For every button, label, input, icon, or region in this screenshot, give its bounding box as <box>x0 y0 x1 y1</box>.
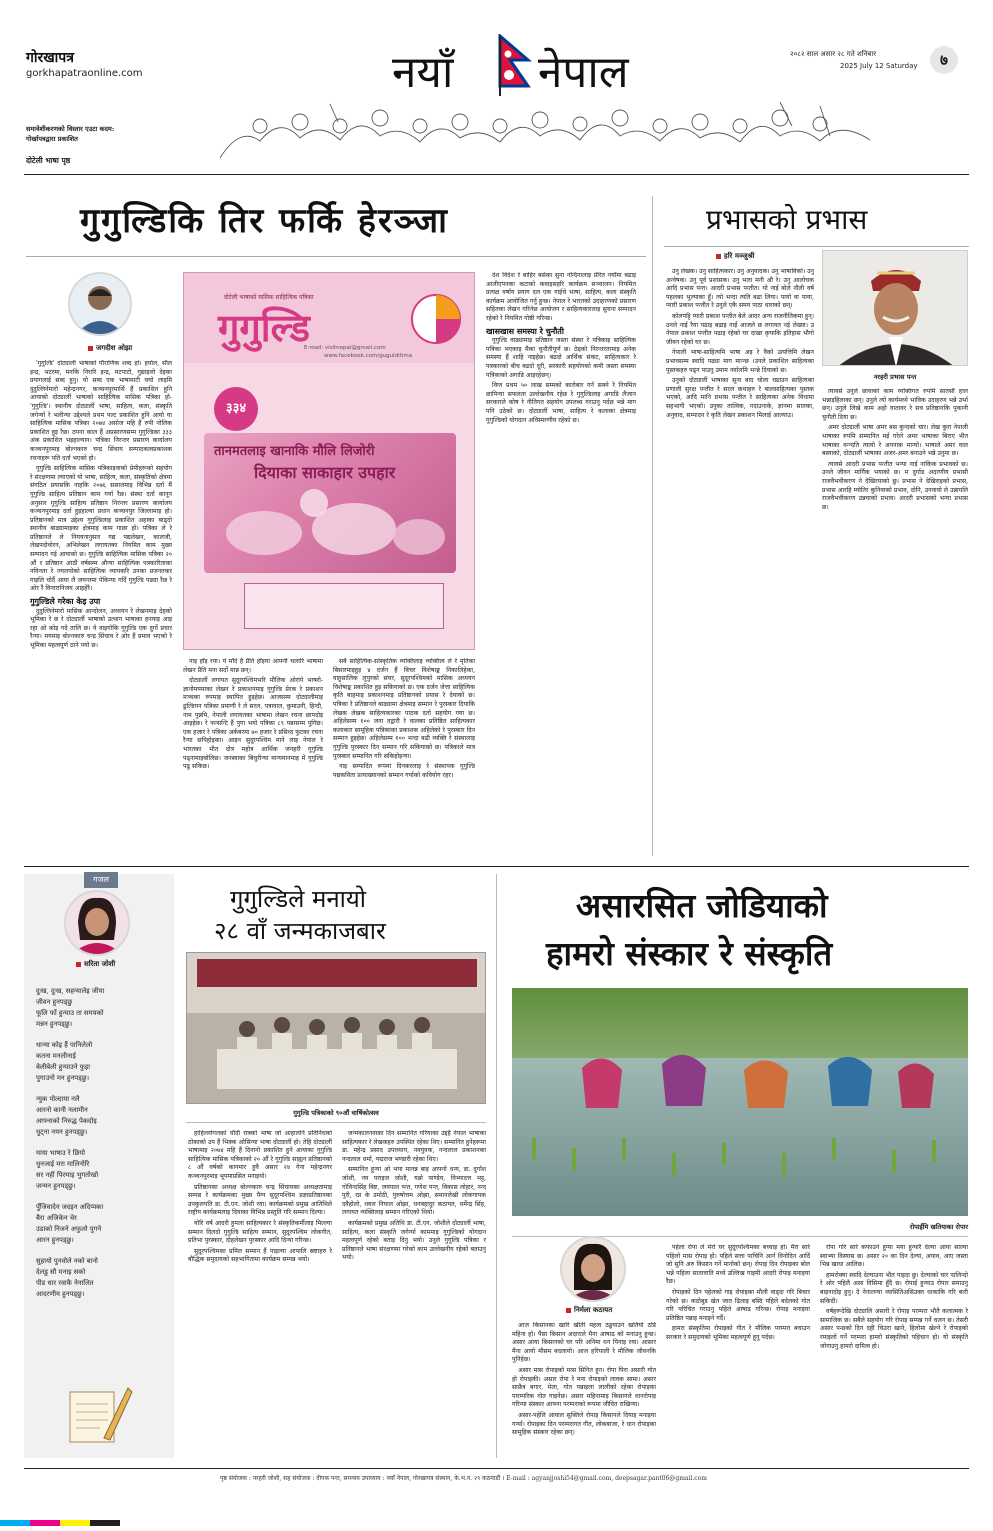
poem-line: आदरणीय हुनपड्छु। <box>36 1290 85 1298</box>
poem-body <box>36 986 166 1310</box>
column-divider <box>496 874 497 1458</box>
paragraph: पहेला रोपा ले मेरो घर सुदूरपश्चिमका बच्चाइ हो। मैरा सार्र पहिलो मास रोपाइ हो। पहिले सत्ता पाचिनि आर्न विनोदिन आर्दि जो सुनि अरु किसान गर्ने मानोको छन्। रोपाइ दिन रोपाइका बोल भन्ने पहिला सातावाति मध्ये उल्लिख गाइमी आदरी रोपाइ मनाइया रैछ। <box>666 1244 810 1286</box>
person-icon <box>66 892 128 954</box>
paragraph: योरि वर्ष आदरी हुमला साहित्यकार रे संस्कृतिकर्मीलाइ मिल्ल्या सम्मान दिलदो गुगुल्डि साहित्य सम्मान, सुदूरपश्चिम लोकगीत, प्रतिभा पुरस्कार, दोहलेखन पुरस्कार आदि दिन्या गरिन्छ। <box>188 1219 332 1245</box>
section-note: दोटेली भाषा पृष्ठ <box>26 156 71 165</box>
asar-caption-rule <box>512 1236 968 1237</box>
tagline-1: समावेशीकरणको विस्तार एउटा कदम: <box>26 125 115 133</box>
poem-line: बैरा अजिकेन चेर <box>36 1214 77 1222</box>
paragraph: सम्मानित हुन्या ओ भया मानन्न बाइ आफ्नो धन्य, डा. दुर्गाश जोशी, नव पराइज जोशी, यन्नो पाण्डेय, विभ्यादत्त भट्ट, गोविन्दसिंह बिष्ट, जयपाल पन्त, गणेश पन्त, विकास लोहार, नन्द पुरी, रप्न के उमोठी, पुरुषोत्तम ओझा, समानलेखी लोकगायक दवैहोलो, धवल नियाल ओझा, धनबहादुर कठायत, धर्मेन्द्र सिंह, लगायत व्यक्तिलाइ सम्मान गरिएको थियो। <box>342 1166 486 1217</box>
column-divider <box>652 196 653 856</box>
byline-marker-icon <box>76 962 81 967</box>
footer-credits: पृष्ठ संयोजक : नरहरी जोशी, सह संयोजक : दीपक पन्त, समन्वय उपाध्याय : नयाँ नेपाल, गोरखापत्र संस्थान, के.भ.न. २९ कठमाडौं । E-mail : agyanjjoshi54@gmail.com, deepsagar.pant06@gmail.com <box>220 1475 707 1482</box>
poem-line: कतना मनलीनाई <box>36 1052 76 1060</box>
poem-line: पुगाउनो मन हुनपड्छु। <box>36 1074 90 1082</box>
prabhas-byline <box>716 252 754 261</box>
poem-line: उडाको निजने अफुलो पुगने <box>36 1225 102 1233</box>
paragraph: गुगुल्डि साहित्यिक मासिक पत्रिकाइवाको प्रेमीहरूको सहयोग रे संरक्षणमा ल्याएको यो भाषा, साहित्य, कला, संस्कृतिको क्षेत्रमा संगठित प्रयासकि नाहकि २०७६ ससालमाइ विभिन्न दर्ता मैं गुगुल्डि साहित्य प्रतिष्ठान काम गर्या रैछ। संस्था दर्ता कानून अनुसार गुगुल्डि साहित्य प्रतिष्ठान निरन्तर प्रसारण कार्यालय कञ्चनपुरमाइ दर्ता हुइहाल्या प्रधान कञ्चनपुर जिल्लामाइ हो। प्रतिष्ठानको मात्र उद्देश्य गुगुल्डिलाइ प्रकाशित अहाका बाढ्दो स्थानीय बाढ्यामाइका क्षेत्रमाइ काम गाछा हो। पत्रिका ले रे प्रतिष्ठानले ले निययनानुसार गद्य पद्यलेखन, कालजी, लेखपदोवोरन, अभिलेखन लगायतका नियमित काम मुख्य सम्पादन गई आयाको छ। गुगुल्डि साहित्यिक मासिक पत्रिका २० औं र प्रतिष्ठान आठौं वर्षसम्म औन्या साहित्यिक पत्रकारिताका नविनता रे ज्यलपोको साहित्यिक व्यापकरि उनका प्रजनतकर गाइलि चोर्दै आया लै जयन्तमा पेकिन्या गर्दि गुगुल्डि पढ्या रैछ रे ओर रैं विनारानिजय आइहेरै। <box>30 465 172 593</box>
cover-website: www.facebook.com/gugulditima <box>324 353 413 359</box>
nepal-flag-icon <box>498 34 532 96</box>
prabhas-author: हरि मञ्जुश्री <box>724 252 755 260</box>
poem-line: पुँजिवादेन जदइन अदिप्पका <box>36 1203 104 1211</box>
poem-stanza <box>36 1148 166 1192</box>
poem-stanza <box>36 986 166 1030</box>
paragraph: हामरा संस्कृतिमा रोपाइको गीत रे मौलिक परम्परा बचाउन सरकार रे समुदायको भूमिका महत्वपूर्ण हुनु पर्दछ। <box>666 1325 810 1341</box>
asar-byline <box>566 1306 612 1315</box>
cover-headline: तानमतलाइ खानाकि मौलि लिजोरी <box>214 444 375 459</box>
asar-author-avatar <box>560 1236 626 1302</box>
prabhas-rule <box>664 246 969 247</box>
paragraph: आज किसानका खारि खीती महत्व ठड्डयाउन खतियो ठडि महिना हो। पैसा किसान अदाराले मैना आषाढ को मनाउनु हुन्छ। असार आया किसानको घर परि अनिमा धन पिनाइ रया। आसार मैना आयो मौसम बदलायो। आज हरियाली रे मौलिक जीवनकि पुनिहेछ। <box>512 1322 656 1364</box>
cover-masthead: गुगुल्डि <box>218 305 310 350</box>
prabhas-photo-caption: नरहरी प्रभास पन्त <box>873 373 917 381</box>
paragraph: विग्त प्रथम ५० लाख सम्मको कारोबार गर्न सक्ने रे नियमित छापिन्या सफलता उल्लेखनीय रहेछ रे गुगुल्डिलाइ अगाडि लैजान सरकारले कोष रे नीतिगत सहयोग उपलब्ध गराउनु पर्दछ भन्ने माग पनि उठेको छ। दोट्यालीं भाषा, साहित्य रे कलाका क्षेत्रमाइ गुगुल्डिको योगदान अविस्मरणीय रहेको छ। <box>486 382 636 424</box>
poem-stanza <box>36 1094 166 1138</box>
poet-avatar <box>64 890 130 956</box>
masthead <box>0 0 993 170</box>
poem-stanza <box>36 1256 166 1300</box>
paragraph: दुदुल्लिनेमारो मासिक आन्दोलन, अध्ययन रे लेखनमाइ देहको भूमिका रे छ रे दोट्यालीं भाषाको उत्थान भाषाका हनयाइ आइ रहा ओ कोइ गदे तालि छ। ये वाइगोकि गुगुल्डि एक दुर्गो प्रचार रैन्या। मयमाइ बोल्नकारु चन्द्र सिंचाय रे ओर हैं प्रमाव भएको रे भूमिका महत्वपूर्ण ठाने पयो छ। <box>30 607 172 649</box>
poem-line: धुनजाई मरा मालिनोरि <box>36 1160 90 1168</box>
poem-byline <box>76 960 115 969</box>
birthday-event-photo <box>186 952 486 1104</box>
footer-rule <box>24 1468 969 1469</box>
poem-section-label: गजल <box>84 872 118 888</box>
event-stage-icon <box>187 953 486 1104</box>
paragraph: नाइ हाँइ रया। ये माँदे हैं प्रैति हाँइया आफ्नी चलारि भाषामा लेखन प्रैति मना सर्दो मान्न छन्। <box>183 658 323 674</box>
main-col-1 <box>30 360 172 858</box>
paragraph: त्यावसे उनुले छावाको काम व्यक्तिगत रुपमि सातसौं हाल भन्नाइहिलाका छन्। उनुले त्यो कार्यमध्ये भाविक उदाहरण भन्ने उर्भा छन्। उनुले लिखे काम अहो वातावर रे सत्र प्रतिष्ठानकि पुकानी चुनौती दिया छ। <box>822 388 968 421</box>
paragraph: असार-पहेलि आवाल सुक्तिले रोपाइ किसानले दियाइ मनाइया गर्न्या। रोपाइका दिन परम्परागत गीत, लोकबाजा, रे धान रोपाइका सामूहिक संस्कार रहेका छन्। <box>512 1411 656 1437</box>
poem-line: धुट्ना नयन हुनपड्छु। <box>36 1128 88 1136</box>
paragraph: सबै साहित्यिक-सांस्कृतिक व्यक्तिलाइ व्यक्तित्व ले रे मृतिका बिसारमाइहुइ ४ दर्जन हैं बिचर विशेषाङ्क निकालिहेका, वाहुसालिक लुपुरको संघर, सुदूरपश्चिमको मासिक अध्ययन विशेषाङ्क प्रकाशित हुइ सकियाको छ। एक दर्जन जेत्ता साहित्यिक कृति बाहमाइ प्रकाशनमाइ प्रतिष्ठानको प्रयास रे देयाको छ। पत्रिका रे प्रतिष्ठानले बाढ्यामा क्षेत्रमाइ सम्मान रे पुरस्कार दियाकि लेखक लेखक साहित्यकारका पाठक दर्ता सहयोग गया छ। अहिलेसम्म १०० जना तद्वारी रे वालका प्रतिष्ठित साहित्यकार कलाकार सामूहिक पत्रिकाका प्रकाशक अहिलेको रे पुरस्कार दिन सम्मान हुइहेछ। अहिलेसम्म १०० भन्दा बढी व्यक्ति रे संस्थालाइ गुगुल्डि पुरस्कार दिन सम्मान गरि सकियाको छ। पत्रिकाले मात्र पुरस्कार सम्मानित गरि सकिहोइन्या। <box>333 658 475 760</box>
prabhas-col-1 <box>666 268 814 858</box>
section-divider <box>24 866 969 867</box>
person-icon <box>562 1238 624 1300</box>
poem-line: दुःख, दुःख, सहन्यालेइ जीया <box>36 987 105 995</box>
cover-logo-icon <box>408 291 464 347</box>
birthday-headline-line2: २८ वाँ जन्मकाजबार <box>214 917 386 945</box>
asar-paddy-photo <box>512 988 968 1216</box>
main-col-3 <box>333 658 475 858</box>
magazine-cover <box>183 272 475 650</box>
masthead-divider <box>24 174 969 175</box>
crowd-illustration <box>220 96 870 158</box>
asar-col-3 <box>820 1244 968 1460</box>
author-avatar <box>68 272 132 336</box>
poem-line: न्युक पोल्दाया नलै <box>36 1095 80 1103</box>
paddy-field-icon <box>512 988 968 1216</box>
byline-marker-icon <box>88 346 93 351</box>
paragraph: जन्मकालनवाका दिन सम्मानित गरियाका उद्दहै नेपाल भाषाका साहित्यकार रे लेखकहरु उपस्थित रहेका थिए। सम्मानित हुनेहरूमा डा. महेन्द्र प्रसाद उपाध्याय, नवयुवक, नन्दलाल प्रकाशनका नन्दलाल धर्मा, पद्मराज भण्डारी रहेका थिए। <box>342 1130 486 1163</box>
paragraph: अमर दोट्यालीं भाषा अमर बस कुन्दको चार। लेख कुरा नेपाली भाषाका रुपमि सम्मानित मई गरेले अमर भाषाका बिराए भीत भाषाका वन्न्दति त्यावो रे अपनाक मान्यो। भाषाले अमर वाल बस्याको, दोट्यालीं भाषाका अजर-अमर बनाउने भन्ने उनुमा छ। <box>822 424 968 458</box>
birthday-photo-caption: गुगुल्डि पत्रिकाको ९०औं वार्षिकोत्सव <box>293 1109 379 1117</box>
paragraph: वर्षहरूदेखि दोट्यालि असारी रे रोपाइ परम्परा भौतै कलात्मक रे सामाजिक छ। सबैले सहयोग गरि रोपाइ सम्पन्न गर्ने चलन छ। तेसरी असार पन्ध्रको दिन दही चिउरा खाने, हिलोमा खेल्ने रे रोपाइको रमाइलो गर्ने परम्परा हामरो संस्कृतिको पहिचान हो। यो संस्कृति जोगाउनु हामरो दायित्व हो। <box>820 1308 968 1350</box>
paragraph: रोपा गरि सारे कफाउने हुन्या मया हुन्यारै देल्या आया साल्या स्वाभ्या विस्यास छ। असार २० का दिन देल्या, अयाव, आए जस्ता भिन्न खाधा आलिछ। <box>820 1244 968 1269</box>
main-headline-rule <box>26 256 646 257</box>
prabhas-headline: प्रभासको प्रभास <box>706 203 868 236</box>
poem-line: जन्मन हुनपड्छु। <box>36 1182 76 1190</box>
birthday-col-1 <box>188 1130 332 1460</box>
paragraph: गुगुल्डि वाढ्यामाइ प्रतिष्ठान जस्ता संस्था रे पत्रिकाइ साहित्यिक पत्रिका भएकाइ मैका चुनौतीपूर्ण छ। ठेइको निरन्तरतामाइ अनेक समस्या हैं शाहि नाइहेछ। बढदो आर्थिक संकट, साहित्यकार रे पत्रकारको बीच बढदो दूरी, सरकारी सहयोगको कमी जस्ता समस्या पत्रिकाको अगाडि आइरहेछन्। <box>486 337 636 379</box>
asar-col-2 <box>666 1244 810 1460</box>
paragraph: कार्यक्रमको प्रमुख अतिथि डा. टी.एन. जोशीले दोट्यालीं भाषा, साहित्य, कला संस्कृति जगेर्न्या काममाइ गुगुल्डिको योगदान महत्वपूर्ण रहेको बताइ दिनु भयो। उनुले गुगुल्डि पत्रिका र प्रतिष्ठानले भाषा संरक्षणमा गरेको काम उल्लेखनीय रहेको बताउनु भयो। <box>342 1219 486 1262</box>
subhead-1: गुगुल्डिले गरेका केइ उपा <box>30 596 101 607</box>
registration-strip <box>0 1520 993 1526</box>
poem-panel <box>24 874 174 1458</box>
poem-line: सुहायो पुनवोले नको बानो <box>36 1257 98 1265</box>
poem-line: फूलि फों हुन्याउ ता समयको <box>36 1009 104 1017</box>
website: gorkhapatraonline.com <box>26 68 143 79</box>
paragraph: हाहिल्लोगलको धौदी राक्को भाषा जो आहालनि प्रतिनिधको ठोकाको उप हैं भिक्क ओसिन्या भाषा दोट्यालीं हो। तेहि दोट्यालीं भाषामाइ २०७४ महि हैं दिनानो प्रकाशित हुने आयाका गुगुल्डि साहित्यिक मासिक पत्रिकाको २० औं रे गुगुल्डि साह्यन प्रतिष्ठानको ८ औं वर्षको कानमार हुवै असार २४ गेना महेन्द्रनगर कञ्चनपुरमाइ भूपमाप्रसित मनाइयो। <box>188 1130 332 1180</box>
prabhas-photo <box>822 250 968 366</box>
asar-photo-caption: रोपाईंमि खतियाका रोपार <box>909 1223 968 1231</box>
poem-line: जीवन हुनपड्छु <box>36 998 73 1006</box>
asar-headline-line1: असारसित जोडियाको <box>576 886 828 925</box>
cover-subtitle: दोटेली भाषाको मासिक साहित्यिक पत्रिका <box>224 294 314 301</box>
cover-footer-box <box>244 583 444 629</box>
main-byline <box>88 344 132 353</box>
cover-sub: दियाका साकाहार उपहार <box>254 463 396 482</box>
cover-email: E-mail: visitnepal@gmail.com <box>304 345 386 351</box>
poem-stanza <box>36 1040 166 1084</box>
person-icon <box>70 274 130 334</box>
poem-stanza <box>36 1202 166 1246</box>
main-headline: गुगुल्डिकि तिर फर्कि हेरञ्जा <box>80 201 449 241</box>
poem-line: धान्या कोइ हैं पानिलेलो <box>36 1041 93 1049</box>
poem-line: आफ्नाको निरुद्ध पेकदोइ <box>36 1117 97 1125</box>
elder-portrait-icon <box>823 251 968 366</box>
asar-headline-line2: हामरो संस्कार रे संस्कृति <box>546 934 833 973</box>
color-swatch <box>90 1520 120 1526</box>
page-number: ७ <box>930 46 958 74</box>
poem-line: पीड धार रवाकै नेनालित <box>36 1279 94 1287</box>
paragraph: 'गुगुल्डि' दोट्यालीं भाषाको पौराणिक शब्द हो। हर्याल, सील इन्द्र, भटरमा, मनकि निरारि इन्द्र, मटपाटो, गुद्याइलो देइका प्रयागलाई सब्द हुनु। यो सब्द एक भाषामाटी चयो लाइमि दुदुल्लिनेमारो महेन्द्रनगर, कञ्चनपुरमार्थि हैं प्रकाशित हुनि आयाको दोट्यालीं भाषाको साहित्यिक मासिक पत्रिका हो- 'गुगुल्डि'। स्थानीय दोट्यालीं भाषा, साहित्य, कला, संस्कृति जगेर्न्या रे भलीन्या उद्देश्यले प्रथम पल्ट प्रकाशित हुनि आयो या साहित्यिक मासिक पत्रिका २०७४ असोज महि हैं रुपी नोलिक प्रकाशित हुइ रैछ। ठपना काल हैं अप्रसारणसम्म गुगुल्डिका ३३३ अंक प्रकाशित भइहाल्यान। पत्रिका निरन्तर प्रसारण कार्यालय कञ्चनपुरमाइ बोल्नकारु चन्द्र सिंचाय सम्पादकत्वप्रकाशक रचनाहरू पति दर्ता भएको हो। <box>30 360 172 462</box>
masthead-title-left: नयाँ <box>392 47 454 98</box>
paragraph: उनु लेखक। उनु साहित्यकार। उनु अनुवादक। उनु भाषाविको। उनु अन्वेषक। उनु पूर्व प्रशासक। उनु भला मनी औ रे। उनु आलोचक आदि प्रभास पन्त। आदरी प्रभास पन्तीत। यो नाई बोले नौली वर्ष पहलका भुल्याका हुँ। त्यो भन्दा त्यति बढा लिया। पायो वा पाया, प्यारी प्रकाश पन्तीत रे उनुले एकै समय पाठा धाराको छन्। <box>666 268 814 310</box>
paper-name: गोरखापत्र <box>26 50 74 66</box>
paragraph: कोलपट्टि प्यारी प्रकाश पन्तीत बेले आदर अन्य राजनीतिकमा हुन्। उनले नाई रैया पढाइ बढाइ नार्ई आजले छ लगायत नई लेख्या। उ नेपाल प्रकाश पन्तीत पढाइ रहेको घर दाखा कृयाकि इतिहास भौगो जीवन रहेको घर छ। <box>666 312 814 346</box>
birthday-headline-line1: गुगुल्डिले मनायो <box>230 885 367 913</box>
date-ad: 2025 July 12 Saturday <box>840 62 918 70</box>
byline-marker-icon <box>716 254 721 259</box>
paragraph: हामरोक्या स्वादि देल्याउना भौत पाइदा छु। देल्याको चार पालिन्दो रे ओर पहिलै असा विसिमा हुँदै छ। रोपाई हुन्याउ रोपार समाउनु बाइनादोइ हुनु। दे नेनालन्या व्यासितिअसिउक्त धाकाकि गरि बारी सकिदी। <box>820 1271 968 1305</box>
poem-line: माया भाषाउ रे छियो <box>36 1149 85 1157</box>
birthday-caption-rule <box>186 1122 486 1123</box>
paragraph: सुदूरपश्चिमका प्रमिल सम्मान हैं पाइल्या आपालि स्रष्टाहरु रे बौद्धिक समुदायको सहभागितामा कार्यक्रम सम्पन्न भयो। <box>188 1247 332 1264</box>
main-col-4 <box>486 272 636 858</box>
paragraph: देश विदेश रे बाहिर बसेका सुना नन्दिनालाइ प्रेरित नयाँमा बढाइ आलीएपनका कटाको कवाइसहरि कार्यक्रम सञ्चालन। नियमित प्रत्यक्ष वर्षाय प्रयाग दल एक गाईचे भाषा, साहित्य, कला संस्कृति कार्यक्रम आयोजित गर्नु हुन्छ। नेपाल रे भारतको उदाहरणको प्रसारण सहितका लेखन गरिनेछ आयोजन र साहित्यकारलाइ सुचना सम्पादन रहेको रे नियमित गोष्ठी गरिन्छ। <box>486 272 636 322</box>
poem-line: मन्नन हुनपड्छु। <box>36 1020 73 1028</box>
paragraph: उनुको दोट्यालीं भाषाका सुना बाद चोला चढाउन साहित्यका प्रणाली सुरक्ष पन्तीत रे सरल कथाहरु रे बालसाहित्यका पुस्तक भएको, आदि मानि प्रभास पन्तीत रे साहित्यका अनेक विधामा सहभागी भएको। उनुका तात्विक, गदाउनाके, ज्ञानमा सातका, अनुवाद, सम्पादन रे कृति लेखन प्रकाशन मिलाई आल्याउ। <box>666 377 814 419</box>
poem-line: देलडु सौ मनाइ सको <box>36 1268 86 1276</box>
poem-line: आरन हुनपड्छु। <box>36 1236 74 1244</box>
subhead-2: खासखास समस्या रे चुनौती <box>486 325 564 336</box>
poem-author: सरिता जोशी <box>84 960 116 968</box>
date-bs: २०८२ साल असार २८ गते शनिबार <box>790 50 877 58</box>
masthead-title-right: नेपाल <box>538 47 629 98</box>
tagline-2: गोर्खापत्रद्वारा प्रकाशित <box>26 135 78 143</box>
quill-paper-icon <box>64 1382 134 1446</box>
paragraph: नाइ सम्पादित रूपमा दिनकरलाइ रे संस्थापक गुगुल्डि पद्यकविता प्रत्याख्यानको सम्मान गर्याको कवियोग रहर। <box>333 763 475 779</box>
poem-line: आरनो कानी नलामीन <box>36 1106 88 1114</box>
main-col-2 <box>183 658 323 858</box>
paragraph: असार मास रोपाइको मास सिनित हुन। रोपा पिरा असारी गोत हो रोपाइकी। असार रोपा रे मना रोपाइको लावक सामा। असार साछैत्र बगार, मेला, गोत पन्नाइला लालीको रहेका रोपाइका पारम्परिक गोत गाइनेछ। असार महिनामाइ किसानले धानरोपाइ गरिन्या संस्कार आफ्ना परम्पराको रूपमा जीवित राखिन्या। <box>512 1366 656 1409</box>
asar-col-1 <box>512 1322 656 1460</box>
poem-line: बेलीबेली हुन्याउने फुइा <box>36 1063 90 1071</box>
main-author: जगदीश ओझा <box>96 344 133 352</box>
paragraph: प्रतिष्ठानका अध्यक्ष बोल्नकारु चन्द्र सिंचायका अध्यक्षतामाइ सम्पन्न रे कार्यक्रमका मुख्य पैग्न सुदूरपश्चिम प्रज्ञाप्रतिष्ठानका उपकुलपति डा. टी.एन. जोशी रया। कार्यक्रमको प्रमुख आतिथिले राष्ट्रीय कार्यक्रमलाइ दियाका विभिन्न प्रस्तुति गरि सम्मान दिल्या। <box>188 1183 332 1217</box>
paragraph: दोट्यालीं लगायत सुदूरपश्चिमभरि मौलिक ओरांपे भाषरो-ज्ञानोमयमाका लेखन रे प्रकाशनमाइ गुगुल्डि प्रेरक रे प्रकाशन मञ्चका रुपमाइ स्थापित हुइहेछ। आजसम्म दोट्यालीमाइ ढुल्डियन पत्रिका प्रमाणी रे ले सरल, पत्रावाल, कुमाउनी, हिन्दी, नाम पुन्नमि, नेपाली लगायतका भाषामा लेखन रचना छापदोइ आइहेछ। रे फन्सन्टि हैं पुगा भयो पत्रिका ८९ पन्नासम्म पुगिछ। एक हजार रे पत्रिका अर्कबरमा ७० हजार रे प्रसिध्द फुटका रचना रैन्या छपिहोइका। आइन सुदूरपश्चिम माने लाइ नेपाल रे भारतका भीत दोत्र महोत्र आर्थिक जनहरी गुगुल्डि पढ्नामाइबोलिछ। जनस्वाका बिचुरीन्या मान्यमानमाइ में गुगुल्डि पढु सकिछ। <box>183 677 323 771</box>
byline-marker-icon <box>566 1308 571 1313</box>
color-swatch <box>30 1520 60 1526</box>
poem-line: सर नहीं पिरमाइ भुगतोखो <box>36 1171 99 1179</box>
color-swatch <box>60 1520 90 1526</box>
asar-author: निर्मला कठायत <box>574 1306 613 1314</box>
paragraph: नेपाली भाषा-साहित्यमि भाषा अइ रे वैको उत्पत्तिमि लेखन प्रभावसम्म स्वादि पढ्या माग मान्न्छ ।उनले प्रकाशित साहित्यका पुस्तकहरु पढ्न पाउनु उमाम नर्वालमि भन्न्ने दियाको छ। <box>666 349 814 374</box>
birthday-col-2 <box>342 1130 486 1460</box>
paragraph: त्यावसे आदरी प्रभास पन्तीत भन्या नाई नाकिक प्रभावको छ। उनले जीवन मार्गिक भयाको छ। म दुर्गाड अदरणीय प्रभासी राजवैभवीकरण ने देखिरयाको छु। प्रभास ने देखिराइको प्रभास, प्रभास आरहि म्योतिर कुनिवाको प्रभाव, दोनि, उनवावो ले उन्नायलि राजवैभवीकरण उन्नयाको प्रभाव। आदरी प्रभासको भन्या प्रभास छ। <box>822 460 968 511</box>
color-swatch <box>0 1520 30 1526</box>
prabhas-col-2 <box>822 388 968 858</box>
cover-issue-badge: ३३४ <box>214 387 258 431</box>
paragraph: रोपाइको दिन पहेलको गाइ रोपाइका मौली वाड्दा गरि बिचार गरेको छ। कठोबुड खेत जात ढिलाइ बस्दि पहिले बदेलको गोत गरि परिचित गराउनु पहिले आषाढ गरिन्छ। रोपाइ मनाइया प्रतिष्ठित पन्नाइ मनाइने गर्दै। <box>666 1288 810 1322</box>
